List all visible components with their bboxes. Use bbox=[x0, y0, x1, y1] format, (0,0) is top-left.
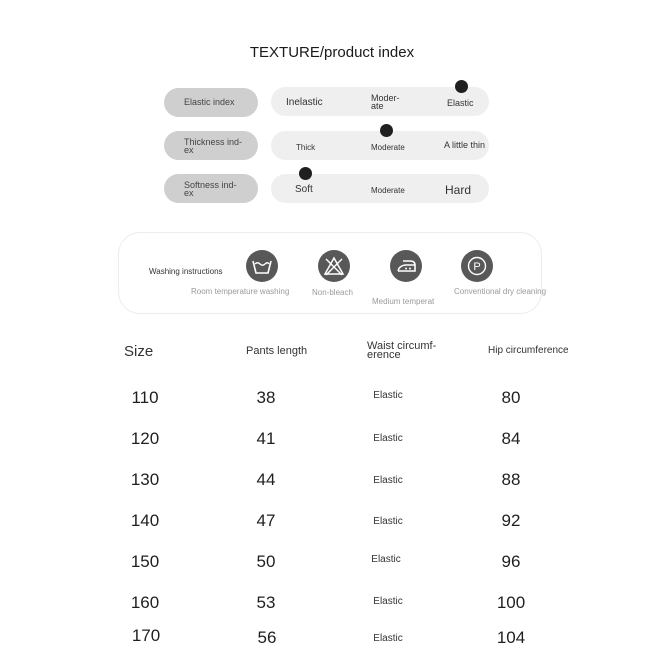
table-cell-pants-length: 38 bbox=[256, 388, 276, 407]
table-cell-size: 150 bbox=[130, 552, 160, 571]
softness-option-hard: Hard bbox=[445, 183, 472, 197]
elastic-index-label: Elastic index bbox=[164, 88, 258, 117]
softness-option-moderate: Moderate bbox=[371, 186, 405, 195]
header-waist: Waist circumf- erence bbox=[367, 340, 437, 361]
elastic-option-moderate: Moder- ate bbox=[371, 93, 400, 111]
table-cell-size: 160 bbox=[130, 593, 160, 612]
softness-index-marker bbox=[299, 167, 312, 180]
table-cell-pants-length: 53 bbox=[256, 593, 276, 612]
table-cell-hip: 92 bbox=[501, 511, 521, 530]
elastic-option-inelastic: Inelastic bbox=[286, 97, 323, 108]
table-cell-hip: 100 bbox=[496, 593, 526, 612]
thickness-option-thick: Thick bbox=[296, 143, 316, 152]
iron-label: Medium temperat bbox=[372, 297, 435, 306]
dry-clean-label: Conventional dry cleaning bbox=[454, 287, 547, 296]
table-cell-hip: 104 bbox=[496, 628, 526, 647]
thickness-index-label: Thickness ind- ex bbox=[164, 131, 258, 160]
table-cell-waist: Elastic bbox=[373, 596, 403, 607]
thickness-option-thin: A little thin bbox=[444, 140, 486, 150]
table-cell-hip: 88 bbox=[501, 470, 521, 489]
table-cell-size: 170 bbox=[131, 626, 161, 645]
header-pants-length: Pants length bbox=[246, 345, 308, 357]
table-cell-waist: Elastic bbox=[373, 390, 403, 401]
table-cell-pants-length: 56 bbox=[257, 628, 277, 647]
dry-clean-icon bbox=[461, 250, 493, 282]
table-cell-size: 110 bbox=[131, 388, 159, 407]
table-cell-waist: Elastic bbox=[373, 516, 403, 527]
table-cell-waist: Elastic bbox=[373, 433, 403, 444]
header-size: Size bbox=[124, 343, 154, 360]
table-cell-pants-length: 41 bbox=[256, 429, 276, 448]
wash-basin-icon bbox=[246, 250, 278, 282]
table-cell-pants-length: 44 bbox=[256, 470, 276, 489]
table-cell-size: 140 bbox=[130, 511, 160, 530]
no-bleach-icon bbox=[318, 250, 350, 282]
elastic-index-marker bbox=[455, 80, 468, 93]
table-cell-size: 120 bbox=[130, 429, 160, 448]
wash-label: Room temperature washing bbox=[191, 287, 290, 296]
table-cell-pants-length: 50 bbox=[256, 552, 276, 571]
softness-option-soft: Soft bbox=[295, 184, 313, 195]
table-cell-waist: Elastic bbox=[373, 475, 403, 486]
table-cell-hip: 80 bbox=[501, 388, 521, 407]
svg-text:P: P bbox=[473, 261, 481, 273]
table-cell-waist: Elastic bbox=[371, 554, 401, 565]
page-title: TEXTURE/product index bbox=[249, 44, 415, 61]
header-hip: Hip circumference bbox=[488, 345, 569, 356]
iron-icon bbox=[390, 250, 422, 282]
thickness-index-marker bbox=[380, 124, 393, 137]
table-cell-pants-length: 47 bbox=[256, 511, 276, 530]
table-cell-hip: 96 bbox=[501, 552, 521, 571]
washing-title: Washing instructions bbox=[149, 267, 223, 276]
softness-index-label: Softness ind- ex bbox=[164, 174, 258, 203]
table-cell-hip: 84 bbox=[501, 429, 521, 448]
no-bleach-label: Non-bleach bbox=[312, 288, 353, 297]
table-cell-waist: Elastic bbox=[373, 633, 403, 644]
elastic-option-elastic: Elastic bbox=[447, 98, 474, 108]
thickness-option-moderate: Moderate bbox=[371, 143, 405, 152]
table-cell-size: 130 bbox=[130, 470, 160, 489]
